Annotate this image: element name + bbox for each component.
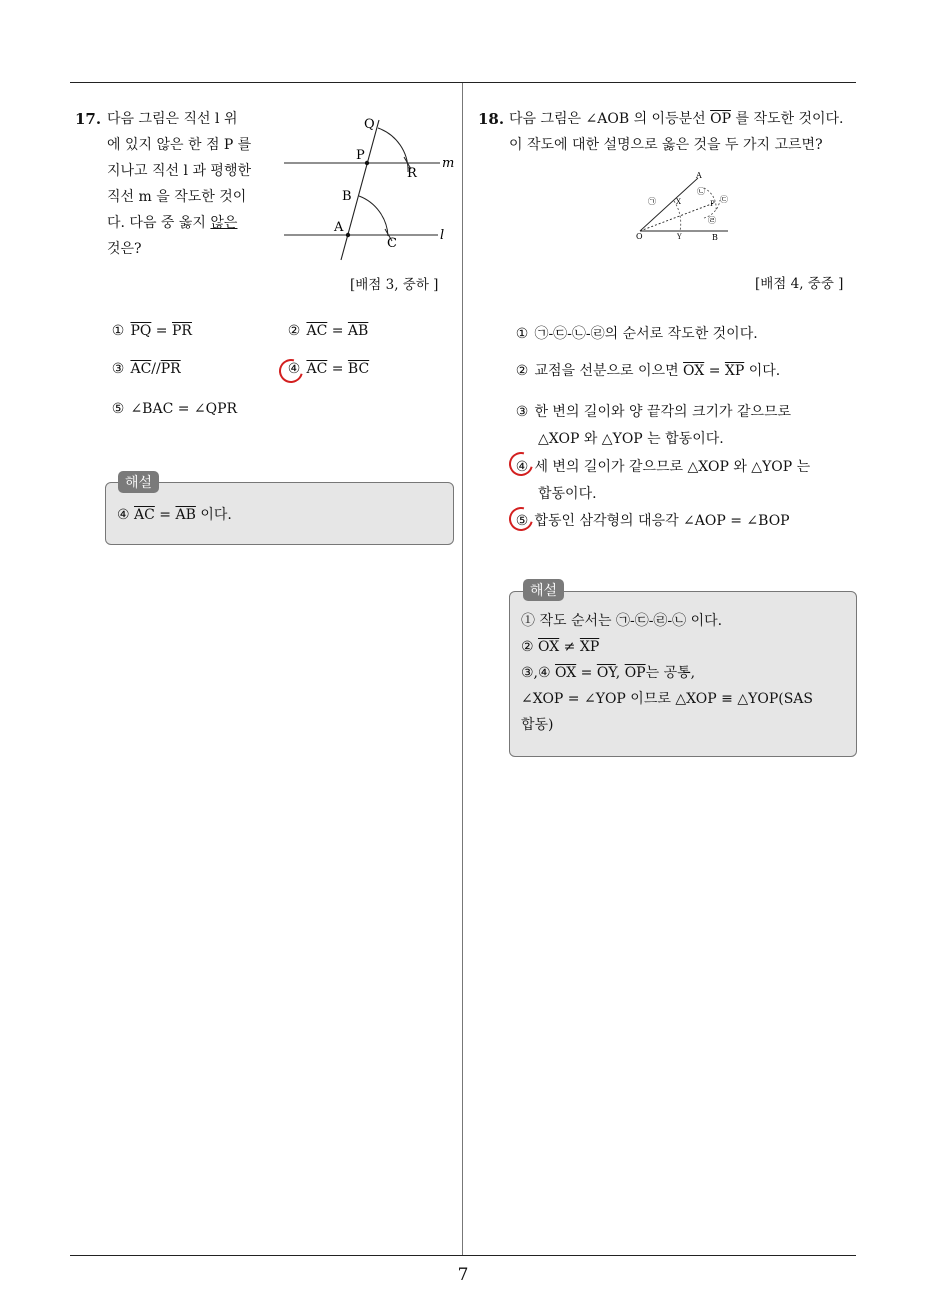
line-pr: $\overline{PR}$ [160, 361, 181, 377]
q17-line: 것은? [107, 241, 142, 257]
label-p: P [356, 148, 365, 163]
explain-line: ∠XOP = ∠YOP 이므로 △XOP ≡ △YOP(SAS [521, 691, 813, 707]
q18-stem [509, 106, 859, 158]
arc-bc [359, 196, 388, 236]
arc-qr [378, 128, 408, 172]
label-step-2: ㉡ [697, 187, 705, 196]
q17-choice-3[interactable]: ③ $\overline{AC}//\overline{PR}$ [111, 361, 181, 377]
q18-choice-1[interactable]: ① ㉠-㉢-㉡-㉣의 순서로 작도한 것이다. [515, 326, 758, 342]
q18-choice-3[interactable]: ③ 한 변의 길이와 양 끝각의 크기가 같으므로 △XOP 와 △YOP 는 합동이다. [515, 404, 792, 447]
q17-explanation-tag: 해설 [118, 471, 159, 493]
page-number: 7 [457, 1265, 469, 1285]
label-step-3: ㉢ [720, 195, 728, 204]
q17-figure [280, 110, 460, 270]
q18-score: [배점 4, 중중 ] [755, 276, 844, 292]
q17-choice-5[interactable]: ⑤ ∠BAC = ∠QPR [111, 401, 238, 417]
q17-line: 다음 그림은 직선 l 위 [107, 111, 238, 127]
q17-line: 다. 다음 중 옳지 않은 [107, 215, 238, 231]
q17-line: 지나고 직선 l 과 평행한 [107, 163, 251, 179]
bisector-op [640, 203, 714, 231]
label-p: P [710, 200, 715, 208]
label-y: Y [677, 233, 682, 241]
label-b: B [342, 189, 352, 204]
q18-choice-2[interactable]: ② 교점을 선분으로 이으면 $\overline{OX} = \overline{XP}$ 이다. [515, 363, 781, 379]
column-divider [462, 83, 463, 1255]
label-o: O [636, 232, 643, 241]
q17-stem [107, 106, 267, 262]
q18-choice-5[interactable]: ⑤ 합동인 삼각형의 대응각 ∠AOP = ∠BOP [515, 513, 790, 529]
label-step-1: ㉠ [648, 197, 656, 206]
label-l: l [440, 228, 445, 243]
q18-line: 이 작도에 대한 설명으로 옳은 것을 두 가지 고르면? [509, 137, 823, 153]
q18-choice-4[interactable]: ④ 세 변의 길이가 같으므로 △XOP 와 △YOP 는 합동이다. [515, 459, 811, 502]
q18-explanation-text [521, 608, 851, 738]
q18-number: 18. [478, 110, 505, 128]
line-ac: $\overline{AC}$ [130, 361, 152, 377]
q17-explanation-text: ④ $\overline{AC} = \overline{AB}$ 이다. [117, 507, 232, 523]
label-step-4: ㉣ [708, 216, 716, 225]
q17-line: 직선 m 을 작도한 것이 [107, 189, 247, 205]
q17-score: [배점 3, 중하 ] [350, 277, 439, 293]
q17-choice-1[interactable]: ① $\overline{PQ} = \overline{PR}$ [111, 323, 192, 339]
explain-line: ② $\overline{OX} \ne \overline{XP}$ [521, 639, 600, 655]
q17-choice-2[interactable]: ② $\overline{AC} = \overline{AB}$ [287, 323, 369, 339]
label-m: m [442, 156, 455, 171]
explain-line: ③,④ $\overline{OX} = \overline{OY}$, $\overline{OP}$는 공통, [521, 665, 696, 681]
label-r: R [407, 166, 417, 181]
label-a: A [334, 220, 344, 235]
top-rule [70, 82, 856, 83]
q18-figure [630, 168, 740, 243]
label-c: C [387, 236, 397, 251]
q17-number: 17. [75, 110, 102, 128]
q18-explanation-tag: 해설 [523, 579, 564, 601]
bottom-rule [70, 1255, 856, 1256]
explain-line: ① 작도 순서는 ㉠-㉢-㉣-㉡ 이다. [521, 613, 723, 629]
label-b: B [712, 233, 718, 242]
q17-line: 에 있지 않은 한 점 P 를 [107, 137, 252, 153]
label-a: A [696, 171, 702, 180]
q17-underlined-word: 않은 [210, 215, 238, 231]
q17-choice-4[interactable]: ④ $\overline{AC} = \overline{BC}$ [287, 361, 370, 377]
point-a [346, 233, 350, 237]
label-q: Q [364, 117, 375, 132]
q18-line: 다음 그림은 ∠AOB 의 이등분선 $\overline{OP}$ 를 작도한 것이다. [509, 111, 844, 127]
point-p [365, 161, 369, 165]
explain-line: 합동) [521, 717, 554, 733]
label-x: X [676, 198, 681, 206]
